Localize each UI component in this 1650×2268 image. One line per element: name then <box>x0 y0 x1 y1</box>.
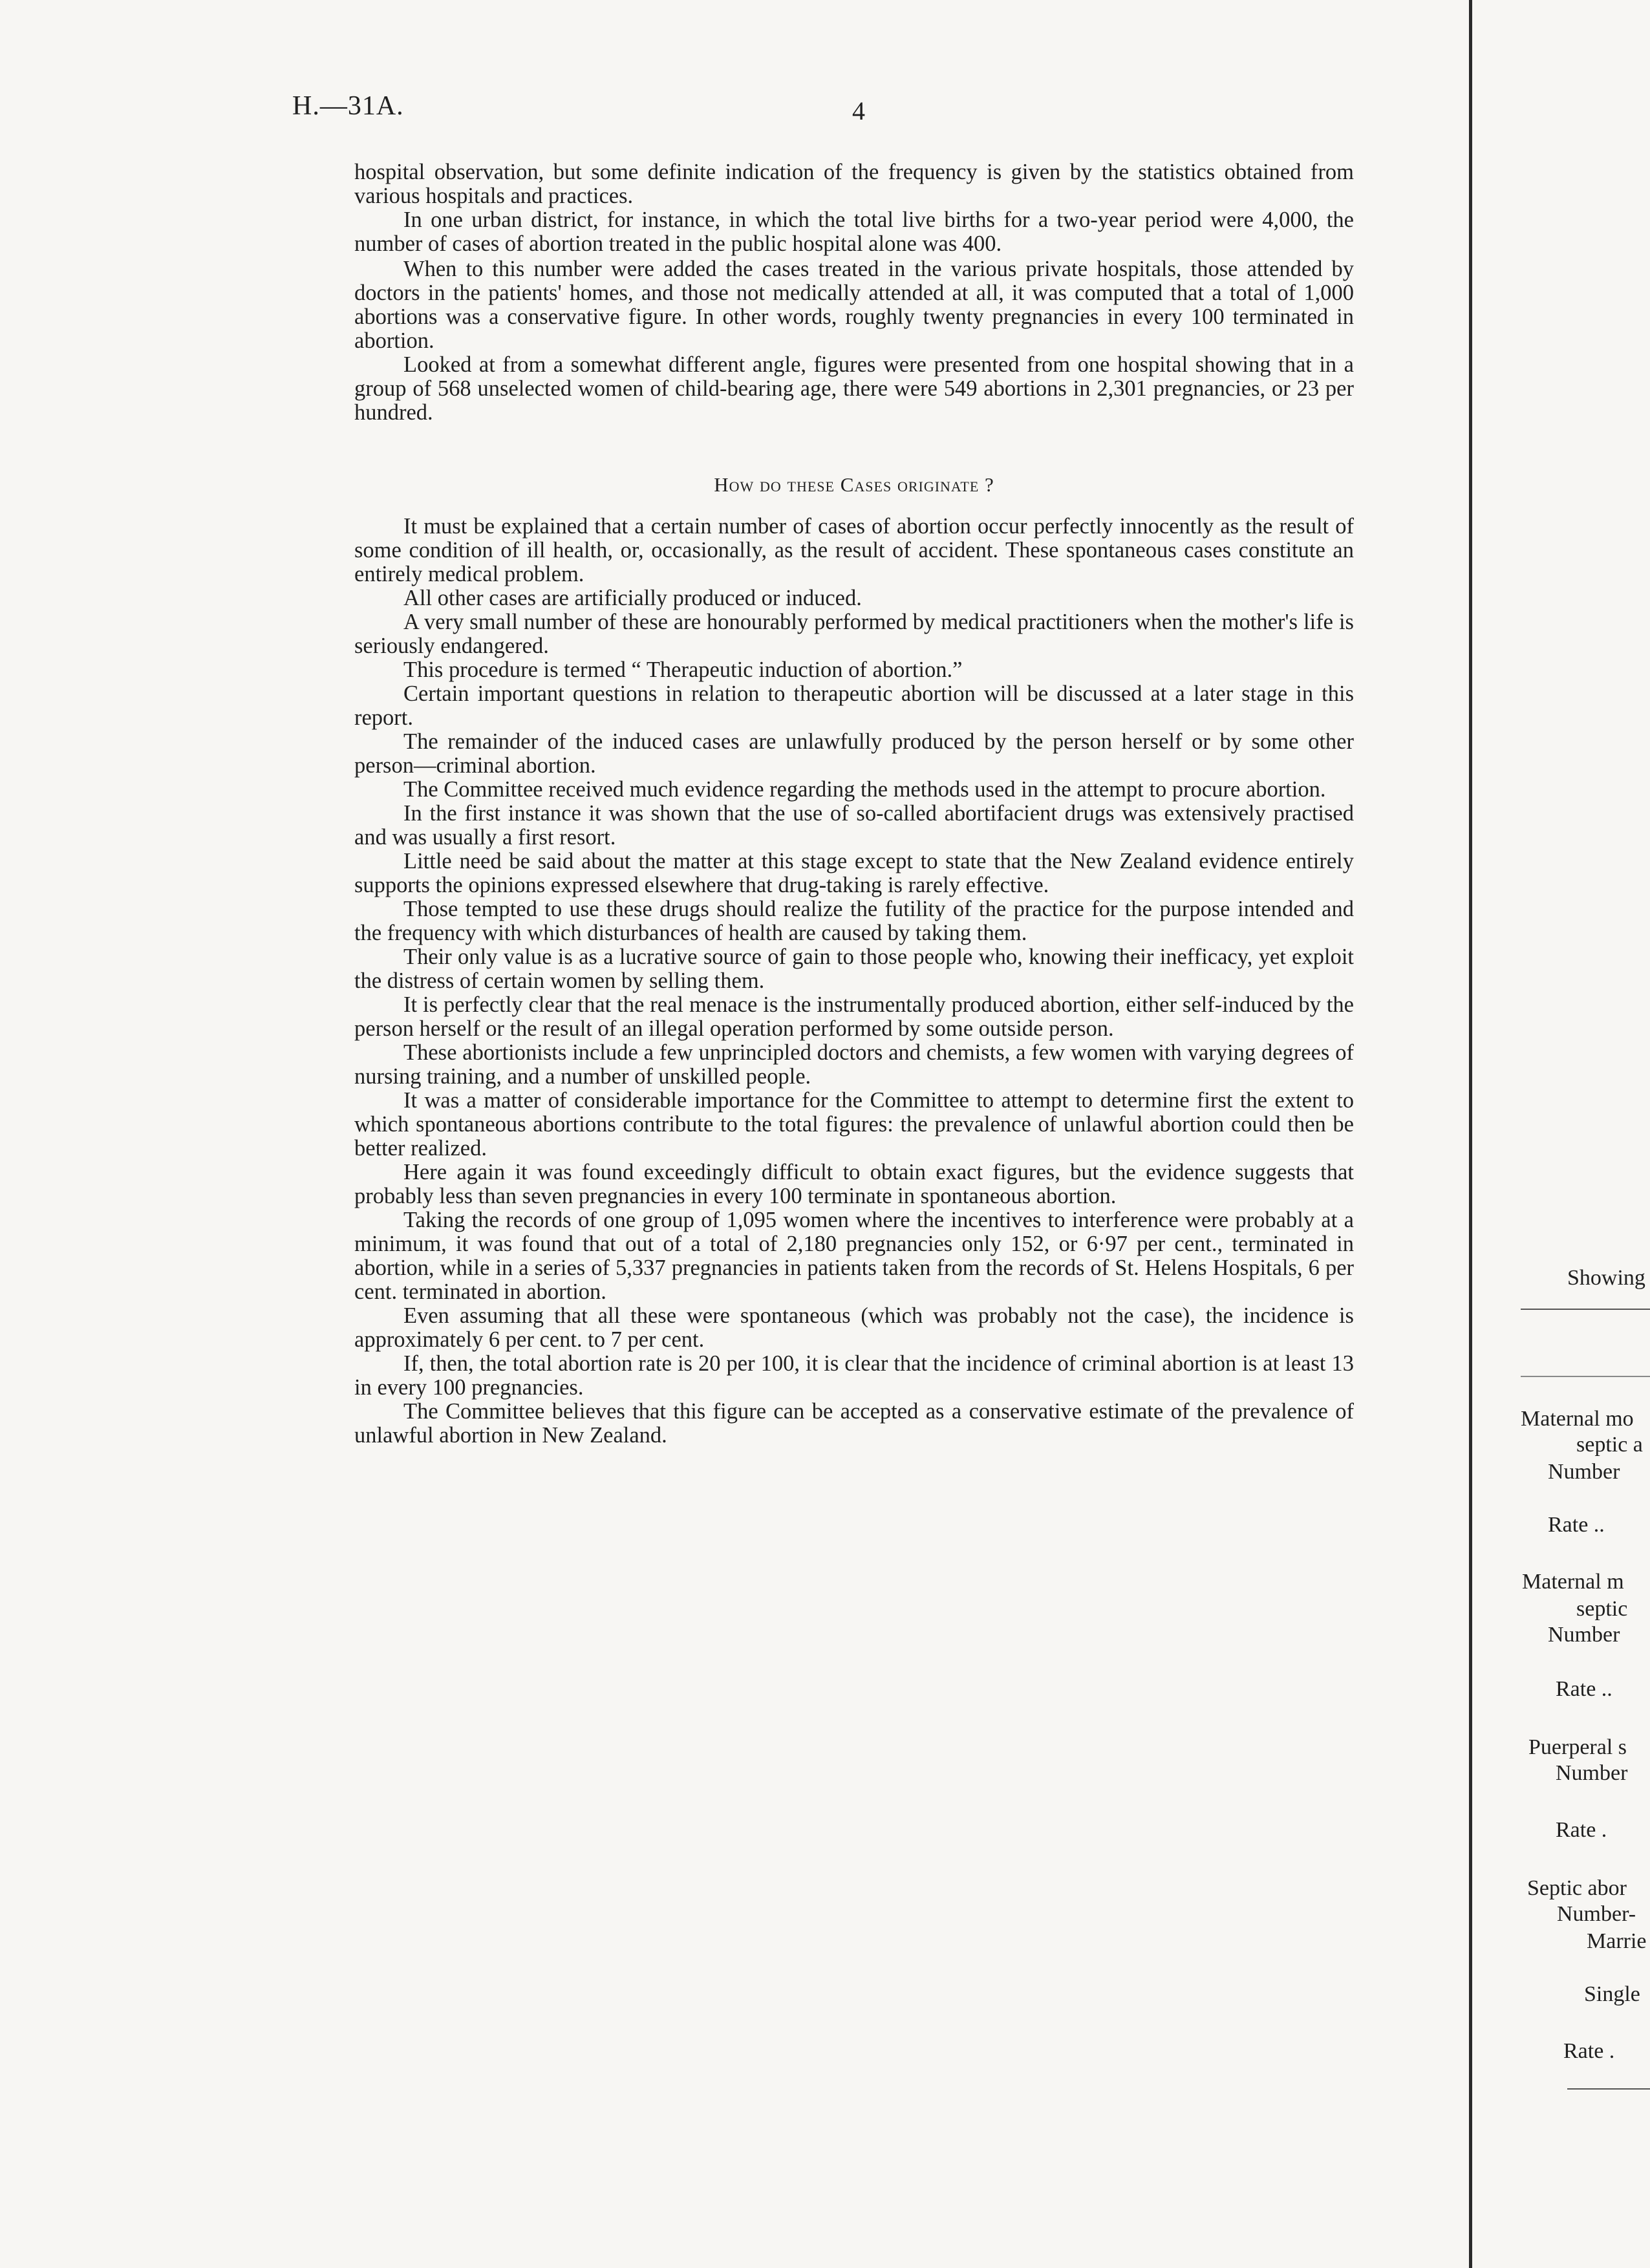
paragraph: Their only value is as a lucrative source of gain to those people who, knowing their inefficacy, yet exploit the distress of certain women by selling them. <box>354 945 1354 993</box>
paragraph: Even assuming that all these were spontaneous (which was probably not the case), the incidence is approximately 6 per cent. to 7 per cent. <box>354 1303 1354 1352</box>
facing-text: Rate . <box>1556 1818 1607 1842</box>
divider <box>1567 2088 1650 2090</box>
paragraph: In the first instance it was shown that the use of so-called abortifacient drugs was extensively practised and was usually a first resort. <box>354 801 1354 850</box>
paragraph: The Committee believes that this figure can be accepted as a conservative estimate of the prevalence of unlawful abortion in New Zealand. <box>354 1399 1354 1448</box>
body-text <box>354 160 1354 1448</box>
facing-text: septic a <box>1576 1433 1643 1457</box>
divider <box>1521 1309 1650 1310</box>
paragraph: In one urban district, for instance, in which the total live births for a two-year period were 4,000, the number of cases of abortion treated in the public hospital alone was 400. <box>354 208 1354 256</box>
paragraph: All other cases are artificially produced or induced. <box>403 586 862 610</box>
paragraph: It was a matter of considerable importance for the Committee to attempt to determine first the extent to which spontaneous abortions contribute to the total figures: the prevalence of unlawful abortion could then be better realized. <box>354 1088 1354 1161</box>
facing-text: Rate .. <box>1548 1513 1605 1537</box>
paragraph: hospital observation, but some definite indication of the frequency is given by the statistics obtained from various hospitals and practices. <box>354 160 1354 208</box>
binding-gutter <box>1469 0 1472 2268</box>
facing-text: septic <box>1576 1597 1628 1621</box>
facing-text: Puerperal s <box>1528 1735 1627 1759</box>
facing-text: Rate . <box>1563 2039 1615 2063</box>
paragraph: Those tempted to use these drugs should realize the futility of the practice for the purpose intended and the frequency with which disturbances of health are caused by taking them. <box>354 897 1354 945</box>
paragraph: It must be explained that a certain number of cases of abortion occur perfectly innocently as the result of some condition of ill health, or, occasionally, as the result of accident. These spontaneous cases constitute an entirely medical problem. <box>354 514 1354 586</box>
facing-text: Number <box>1556 1761 1628 1785</box>
paragraph: It is perfectly clear that the real menace is the instrumentally produced abortion, either self-induced by the person herself or the result of an illegal operation performed by some outside person. <box>354 992 1354 1041</box>
paragraph: The Committee received much evidence regarding the methods used in the attempt to procure abortion. <box>403 777 1326 802</box>
paragraph: Little need be said about the matter at this stage except to state that the New Zealand evidence entirely supports the opinions expressed elsewhere that drug-taking is rarely effective. <box>354 849 1354 897</box>
facing-text: Maternal m <box>1522 1570 1624 1594</box>
document-reference: H.—31A. <box>292 91 404 121</box>
paragraph: Taking the records of one group of 1,095 women where the incentives to interference were probably at a minimum, it was found that out of a total of 2,180 pregnancies only 152, or 6·97 per cent., terminated in abortion, while in a series of 5,337 pregnancies in patients taken from the records of St. Helens Hospitals, 6 per cent. terminated in abortion. <box>354 1208 1354 1304</box>
paragraph: Here again it was found exceedingly difficult to obtain exact figures, but the evidence suggests that probably less than seven pregnancies in every 100 terminate in spontaneous abortion. <box>354 1160 1354 1208</box>
page-number: 4 <box>852 96 865 125</box>
section-heading: How do these Cases originate ? <box>714 473 994 496</box>
facing-text: Showing <box>1567 1266 1645 1290</box>
facing-text: Number- <box>1557 1902 1636 1926</box>
facing-text: Marrie <box>1587 1929 1647 1953</box>
divider <box>1521 1376 1650 1377</box>
facing-text: Number <box>1548 1623 1620 1647</box>
paragraph: Certain important questions in relation to therapeutic abortion will be discussed at a later stage in this report. <box>354 681 1354 730</box>
paragraph: This procedure is termed “ Therapeutic induction of abortion.” <box>403 658 963 682</box>
paragraph: A very small number of these are honourably performed by medical practitioners when the mother's life is seriously endangered. <box>354 610 1354 658</box>
facing-page-fragment <box>1479 0 1650 2268</box>
facing-text: Rate .. <box>1556 1677 1612 1701</box>
facing-text: Maternal mo <box>1521 1407 1634 1431</box>
facing-text: Number <box>1548 1460 1620 1484</box>
paragraph: Looked at from a somewhat different angle, figures were presented from one hospital showing that in a group of 568 unselected women of child-bearing age, there were 549 abortions in 2,301 pregnancies, or 23 per hundred. <box>354 352 1354 425</box>
paragraph: When to this number were added the cases treated in the various private hospitals, those attended by doctors in the patients' homes, and those not medically attended at all, it was computed that a total of 1,000 abortions was a conservative figure. In other words, roughly twenty pregnancies in every 100 terminated in abortion. <box>354 257 1354 353</box>
facing-text: Septic abor <box>1527 1876 1627 1900</box>
paragraph: The remainder of the induced cases are unlawfully produced by the person herself or by some other person—criminal abortion. <box>354 729 1354 778</box>
facing-text: Single <box>1584 1982 1640 2006</box>
paragraph: These abortionists include a few unprincipled doctors and chemists, a few women with varying degrees of nursing training, and a number of unskilled people. <box>354 1040 1354 1089</box>
paragraph: If, then, the total abortion rate is 20 per 100, it is clear that the incidence of criminal abortion is at least 13 in every 100 pregnancies. <box>354 1351 1354 1400</box>
